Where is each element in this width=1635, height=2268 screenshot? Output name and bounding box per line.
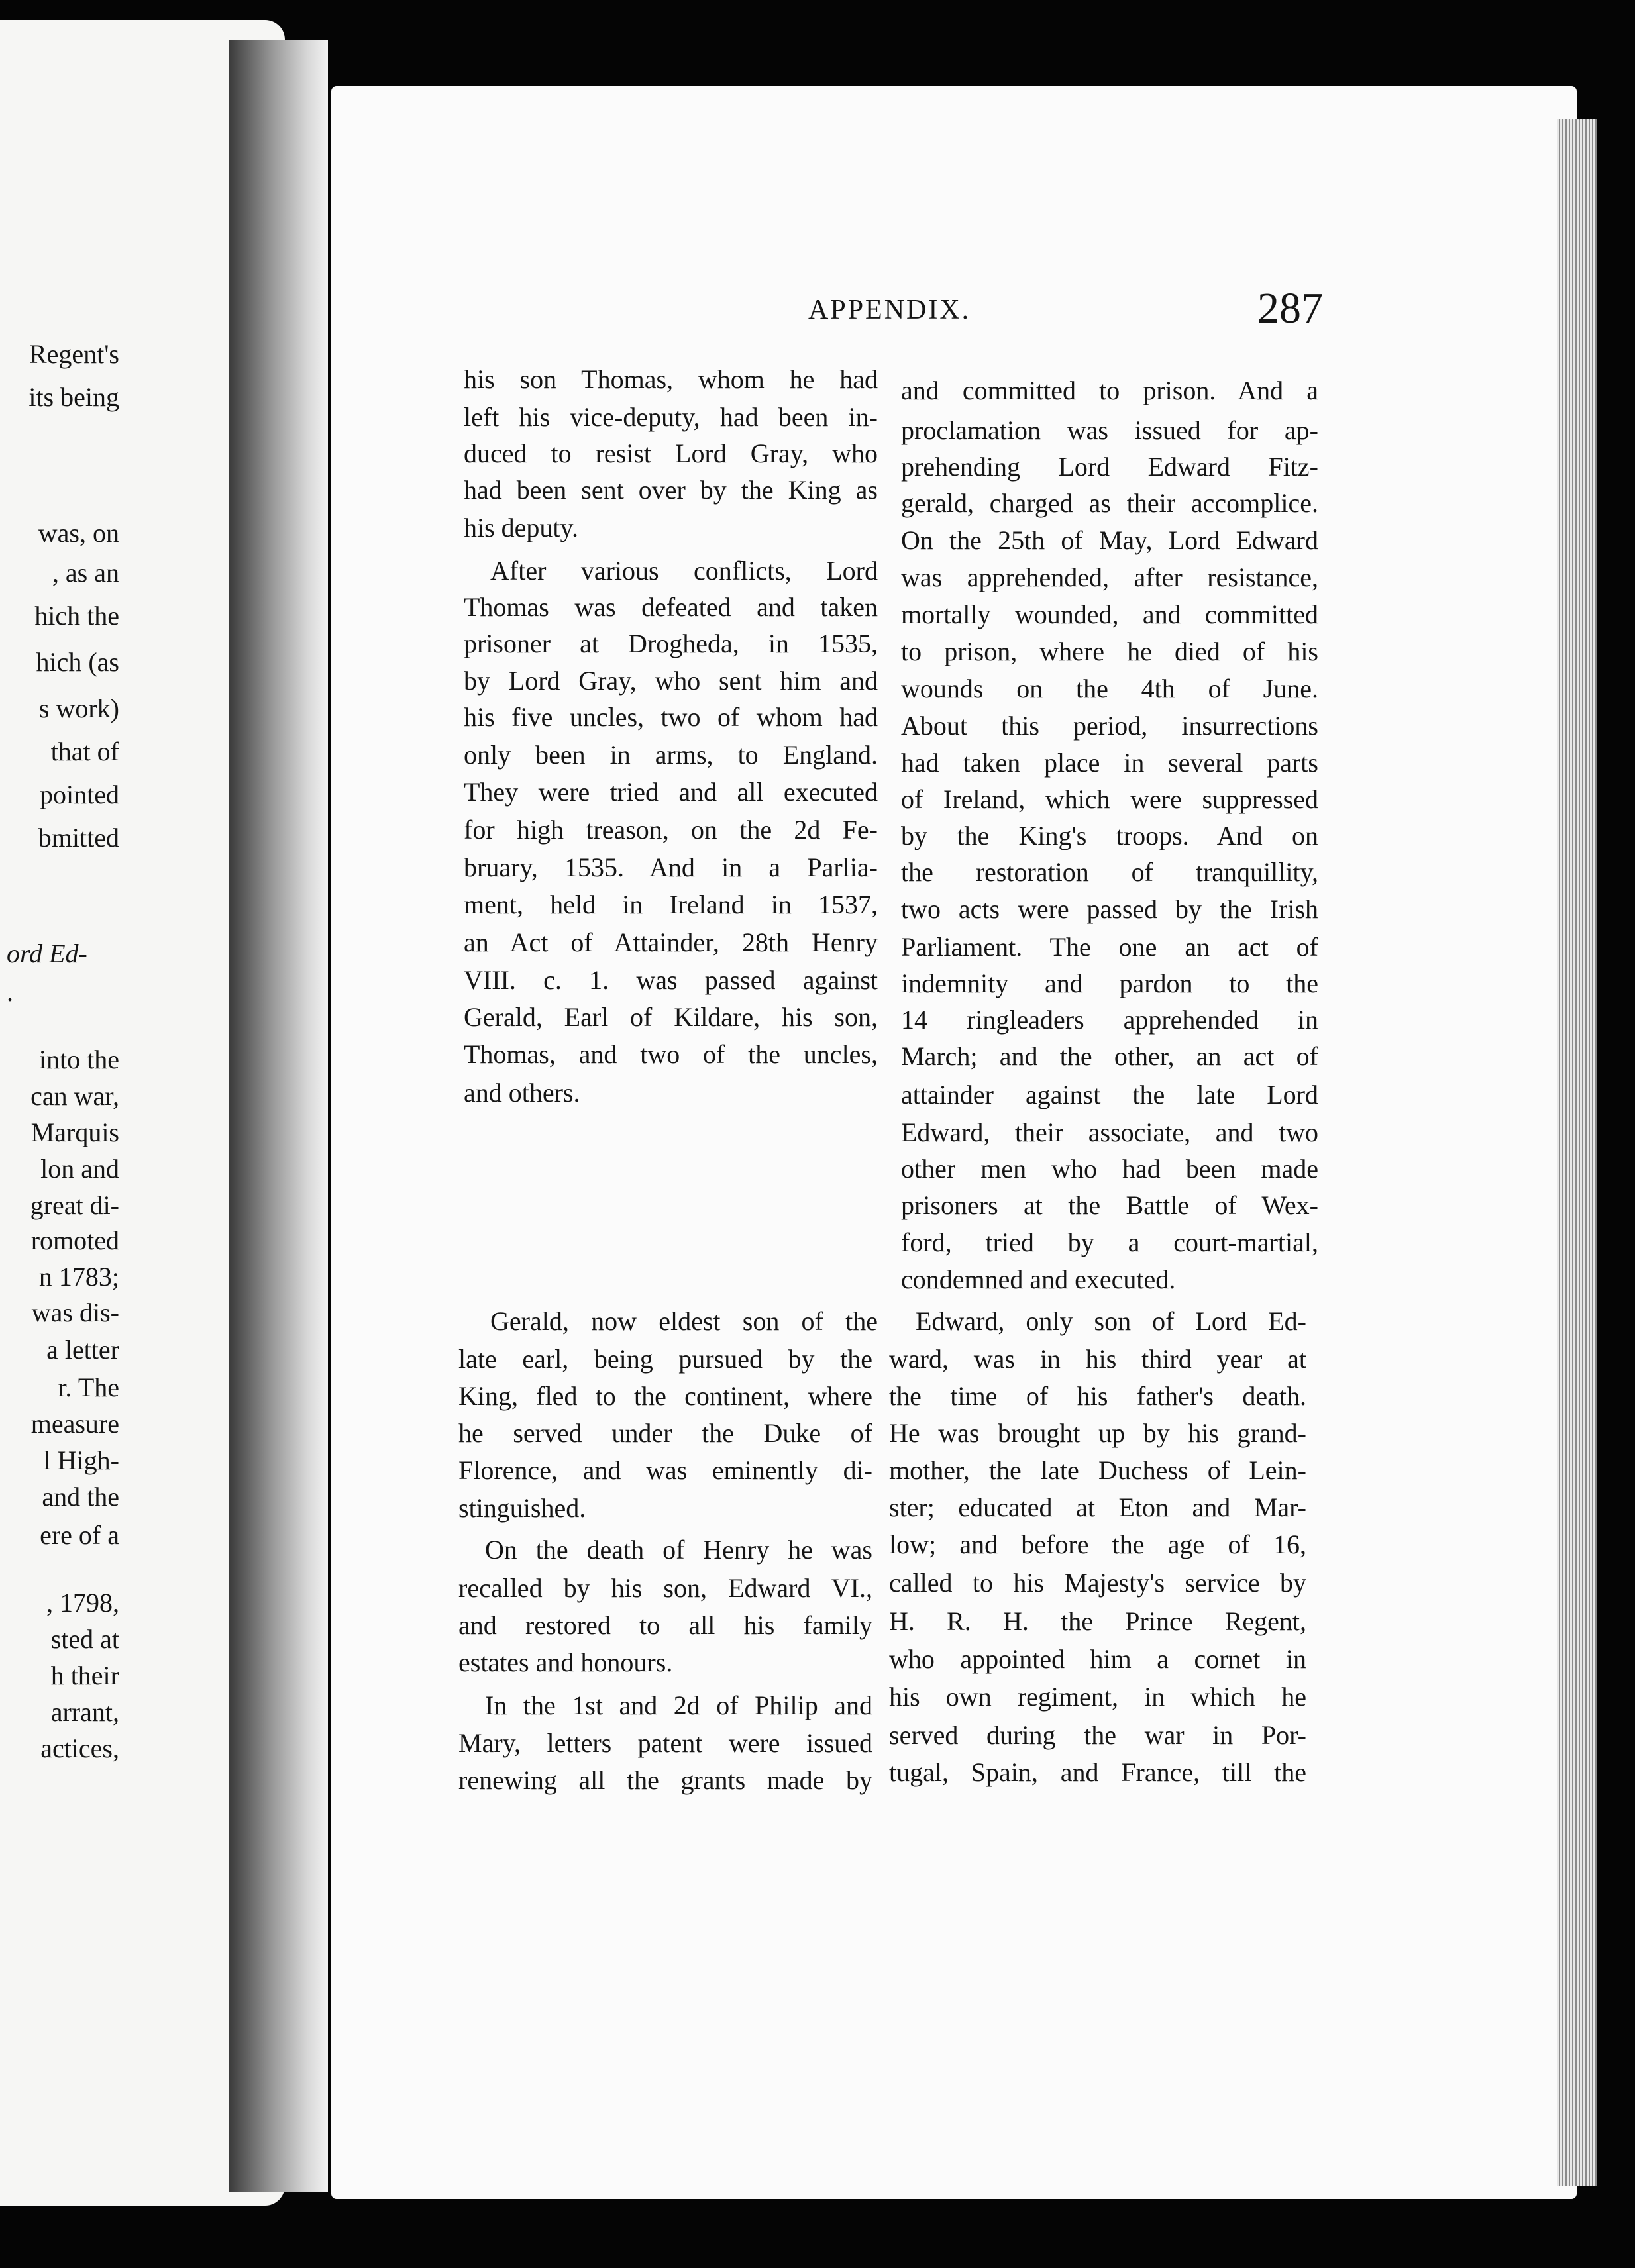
- text-line: only been in arms, to England.: [464, 740, 878, 770]
- text-line: who appointed him a cornet in: [889, 1644, 1306, 1674]
- text-line: arrant,: [50, 1697, 119, 1727]
- text-line: was, on: [38, 518, 119, 548]
- text-line: h their: [50, 1661, 119, 1690]
- page-number: 287: [1257, 284, 1323, 333]
- text-line: VIII. c. 1. was passed against: [464, 965, 878, 995]
- running-header: APPENDIX.: [808, 295, 971, 325]
- text-line: that of: [50, 737, 119, 766]
- text-line: wounds on the 4th of June.: [901, 674, 1318, 703]
- text-line: ord Ed-: [7, 939, 87, 968]
- text-line: On the 25th of May, Lord Edward: [901, 525, 1318, 555]
- text-line: sted at: [50, 1624, 119, 1654]
- text-line: ment, held in Ireland in 1537,: [464, 890, 878, 919]
- text-line: Parliament. The one an act of: [901, 932, 1318, 962]
- text-line: the time of his father's death.: [889, 1381, 1306, 1411]
- text-line: mortally wounded, and committed: [901, 599, 1318, 629]
- text-line: March; and the other, an act of: [901, 1041, 1318, 1071]
- text-line: bmitted: [38, 823, 119, 852]
- text-line: great di-: [30, 1190, 119, 1220]
- text-line: can war,: [30, 1081, 119, 1111]
- text-line: 14 ringleaders apprehended in: [901, 1005, 1318, 1035]
- text-line: Edward, their associate, and two: [901, 1117, 1318, 1147]
- text-line: l High-: [43, 1445, 119, 1475]
- text-line: Gerald, Earl of Kildare, his son,: [464, 1002, 878, 1032]
- text-line: of Ireland, which were suppressed: [901, 784, 1318, 814]
- book-gutter: [229, 40, 328, 2192]
- text-line: Gerald, now eldest son of the: [490, 1306, 878, 1336]
- text-line: ward, was in his third year at: [889, 1344, 1306, 1374]
- text-line: measure: [30, 1409, 119, 1439]
- text-line: indemnity and pardon to the: [901, 968, 1318, 998]
- text-line: and the: [42, 1482, 119, 1512]
- text-line: King, fled to the continent, where: [458, 1381, 872, 1411]
- text-line: stinguished.: [458, 1493, 586, 1523]
- text-line: into the: [38, 1045, 119, 1074]
- text-line: ford, tried by a court-martial,: [901, 1227, 1318, 1257]
- text-line: n 1783;: [38, 1262, 119, 1292]
- text-line: for high treason, on the 2d Fe-: [464, 815, 878, 845]
- text-line: He was brought up by his grand-: [889, 1418, 1306, 1448]
- text-line: a letter: [46, 1335, 119, 1365]
- text-line: mother, the late Duchess of Lein-: [889, 1455, 1306, 1485]
- text-line: two acts were passed by the Irish: [901, 894, 1318, 924]
- text-line: Edward, only son of Lord Ed-: [916, 1306, 1306, 1336]
- text-line: had been sent over by the King as: [464, 475, 878, 505]
- text-line: late earl, being pursued by the: [458, 1344, 872, 1374]
- text-line: had taken place in several parts: [901, 748, 1318, 778]
- text-line: actices,: [40, 1733, 119, 1763]
- text-line: H. R. H. the Prince Regent,: [889, 1606, 1306, 1636]
- text-line: called to his Majesty's service by: [889, 1568, 1306, 1598]
- text-line: tugal, Spain, and France, till the: [889, 1757, 1306, 1787]
- text-line: On the death of Henry he was: [485, 1535, 872, 1565]
- text-line: lon and: [40, 1154, 119, 1184]
- text-line: an Act of Attainder, 28th Henry: [464, 927, 878, 957]
- text-line: and restored to all his family: [458, 1610, 872, 1640]
- text-line: he served under the Duke of: [458, 1418, 872, 1448]
- text-line: , as an: [52, 558, 119, 588]
- text-line: hich (as: [36, 647, 119, 677]
- text-line: Florence, and was eminently di-: [458, 1455, 872, 1485]
- text-line: Regent's: [28, 339, 119, 369]
- text-line: duced to resist Lord Gray, who: [464, 438, 878, 468]
- text-line: Marquis: [30, 1117, 119, 1147]
- text-line: They were tried and all executed: [464, 777, 878, 807]
- text-line: ster; educated at Eton and Mar-: [889, 1492, 1306, 1522]
- text-line: Thomas, and two of the uncles,: [464, 1039, 878, 1069]
- text-line: low; and before the age of 16,: [889, 1529, 1306, 1559]
- text-line: .: [7, 977, 13, 1007]
- text-line: to prison, where he died of his: [901, 637, 1318, 666]
- text-line: was apprehended, after resistance,: [901, 562, 1318, 592]
- text-line: his deputy.: [464, 513, 578, 542]
- text-line: prehending Lord Edward Fitz-: [901, 452, 1318, 482]
- text-line: attainder against the late Lord: [901, 1080, 1318, 1109]
- text-line: gerald, charged as their accomplice.: [901, 488, 1318, 518]
- text-line: prisoners at the Battle of Wex-: [901, 1190, 1318, 1220]
- text-line: s work): [38, 694, 119, 723]
- text-line: , 1798,: [46, 1588, 119, 1618]
- text-line: hich the: [34, 601, 119, 631]
- text-line: About this period, insurrections: [901, 711, 1318, 741]
- text-line: recalled by his son, Edward VI.,: [458, 1573, 872, 1603]
- text-line: his own regiment, in which he: [889, 1682, 1306, 1712]
- text-line: romoted: [30, 1225, 119, 1255]
- text-line: served during the war in Por-: [889, 1720, 1306, 1750]
- text-line: pointed: [40, 780, 119, 809]
- text-line: Thomas was defeated and taken: [464, 592, 878, 622]
- text-line: estates and honours.: [458, 1647, 673, 1677]
- text-line: After various conflicts, Lord: [490, 556, 878, 586]
- text-line: his five uncles, two of whom had: [464, 702, 878, 732]
- text-line: prisoner at Drogheda, in 1535,: [464, 629, 878, 658]
- text-line: bruary, 1535. And in a Parlia-: [464, 852, 878, 882]
- page-edges: [1557, 119, 1597, 2186]
- text-line: and committed to prison. And a: [901, 376, 1318, 405]
- text-line: proclamation was issued for ap-: [901, 415, 1318, 445]
- text-line: other men who had been made: [901, 1154, 1318, 1184]
- text-line: and others.: [464, 1078, 580, 1108]
- text-line: its being: [28, 382, 119, 412]
- text-line: his son Thomas, whom he had: [464, 364, 878, 394]
- text-line: by Lord Gray, who sent him and: [464, 666, 878, 696]
- text-line: r. The: [58, 1372, 119, 1402]
- text-line: renewing all the grants made by: [458, 1765, 872, 1795]
- text-line: ere of a: [40, 1520, 119, 1550]
- text-line: by the King's troops. And on: [901, 821, 1318, 850]
- text-line: In the 1st and 2d of Philip and: [485, 1690, 872, 1720]
- text-line: condemned and executed.: [901, 1264, 1176, 1294]
- text-line: Mary, letters patent were issued: [458, 1728, 872, 1758]
- text-line: was dis-: [31, 1298, 119, 1327]
- text-line: left his vice-deputy, had been in-: [464, 402, 878, 432]
- text-line: the restoration of tranquillity,: [901, 857, 1318, 887]
